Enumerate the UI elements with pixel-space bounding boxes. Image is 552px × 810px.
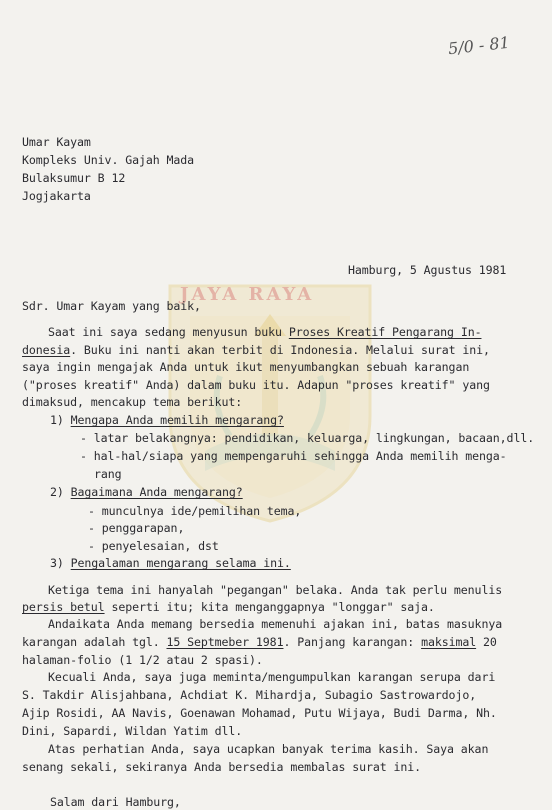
theme-item-2-title: Bagaimana Anda mengarang? (70, 485, 243, 499)
p1-line-4: ("proses kreatif" Anda) dalam buku itu. Adapun "proses kreatif" yang (22, 378, 490, 392)
p1-line-1-text: Saat ini saya sedang menyusun buku (48, 325, 289, 339)
theme-item-1-sub-2a: - hal-hal/siapa yang mempengaruhi sehingga Anda memilih menga- (80, 449, 507, 463)
p1-line-1 (48, 327, 481, 339)
theme-item-1-title: Mengapa Anda memilih mengarang? (70, 413, 284, 427)
p2-line-2 (22, 602, 435, 614)
handwritten-annotation: 5/0 - 81 (447, 32, 511, 59)
theme-item-2-sub-2: - penggarapan, (88, 521, 185, 535)
p4-line-4: Dini, Sapardi, Wildan Yatim dll. (22, 724, 243, 738)
p3-line-2-text-c: 20 (476, 635, 497, 649)
theme-item-1-sub-1: - latar belakangnya: pendidikan, keluarga, lingkungan, bacaan,dll. (80, 431, 535, 445)
watermark-text: JAYA RAYA (180, 284, 315, 305)
theme-item-1-sub-2b: rang (94, 467, 122, 481)
theme-item-2-number: 2) (50, 485, 64, 499)
theme-item-2-sub-1: - munculnya ide/pemilihan tema, (88, 504, 302, 518)
p2-line-1: Ketiga tema ini hanyalah "pegangan" belaka. Anda tak perlu menulis (48, 583, 503, 597)
p3-line-3: halaman-folio (1 1/2 atau 2 spasi). (22, 653, 263, 667)
p3-line-2-text-a: karangan adalah tgl. (22, 635, 167, 649)
theme-item-1 (50, 415, 284, 427)
p3-line-2 (22, 637, 497, 649)
theme-item-2-sub-3: - penyelesaian, dst (88, 539, 219, 553)
p1-line-2-text: . Buku ini nanti akan terbit di Indonesia. Melalui surat ini, (70, 343, 490, 357)
persis-betul-underlined: persis betul (22, 600, 105, 614)
p1-line-2 (22, 345, 490, 357)
address-line-3: Bulaksumur B 12 (22, 171, 126, 185)
deadline-date: 15 Septmeber 1981 (166, 635, 284, 649)
maksimal-underlined: maksimal (421, 635, 477, 649)
p4-line-2: S. Takdir Alisjahbana, Achdiat K. Mihardja, Subagio Sastrowardojo, (22, 688, 477, 702)
theme-item-3 (50, 558, 291, 570)
book-title-part-2: donesia (22, 343, 71, 357)
p5-line-2: senang sekali, sekiranya Anda bersedia membalas surat ini. (22, 760, 422, 774)
closing: Salam dari Hamburg, (50, 795, 181, 809)
p3-line-1: Andaikata Anda memang bersedia memenuhi ajakan ini, batas masuknya (48, 617, 503, 631)
letter-date: Hamburg, 5 Agustus 1981 (348, 263, 507, 277)
address-line-2: Kompleks Univ. Gajah Mada (22, 153, 195, 167)
p1-line-5: dimaksud, mencakup tema berikut: (22, 395, 243, 409)
p4-line-3: Ajip Rosidi, AA Navis, Goenawan Mohamad, Putu Wijaya, Budi Darma, Nh. (22, 706, 497, 720)
p2-line-2-text: seperti itu; kita menganggapnya "longgar" saja. (104, 600, 435, 614)
p4-line-1: Kecuali Anda, saya juga meminta/mengumpulkan karangan serupa dari (48, 670, 496, 684)
p5-line-1: Atas perhatian Anda, saya ucapkan banyak terima kasih. Saya akan (48, 742, 489, 756)
address-line-1: Umar Kayam (22, 135, 91, 149)
theme-item-3-title: Pengalaman mengarang selama ini. (70, 556, 291, 570)
salutation: Sdr. Umar Kayam yang baik, (22, 299, 201, 313)
p3-line-2-text-b: . Panjang karangan: (283, 635, 422, 649)
book-title-part-1: Proses Kreatif Pengarang In- (288, 325, 482, 339)
address-line-4: Jogjakarta (22, 189, 91, 203)
theme-item-2 (50, 487, 243, 499)
p1-line-3: saya ingin mengajak Anda untuk ikut menyumbangkan sebuah karangan (22, 360, 470, 374)
theme-item-3-number: 3) (50, 556, 64, 570)
theme-item-1-number: 1) (50, 413, 64, 427)
